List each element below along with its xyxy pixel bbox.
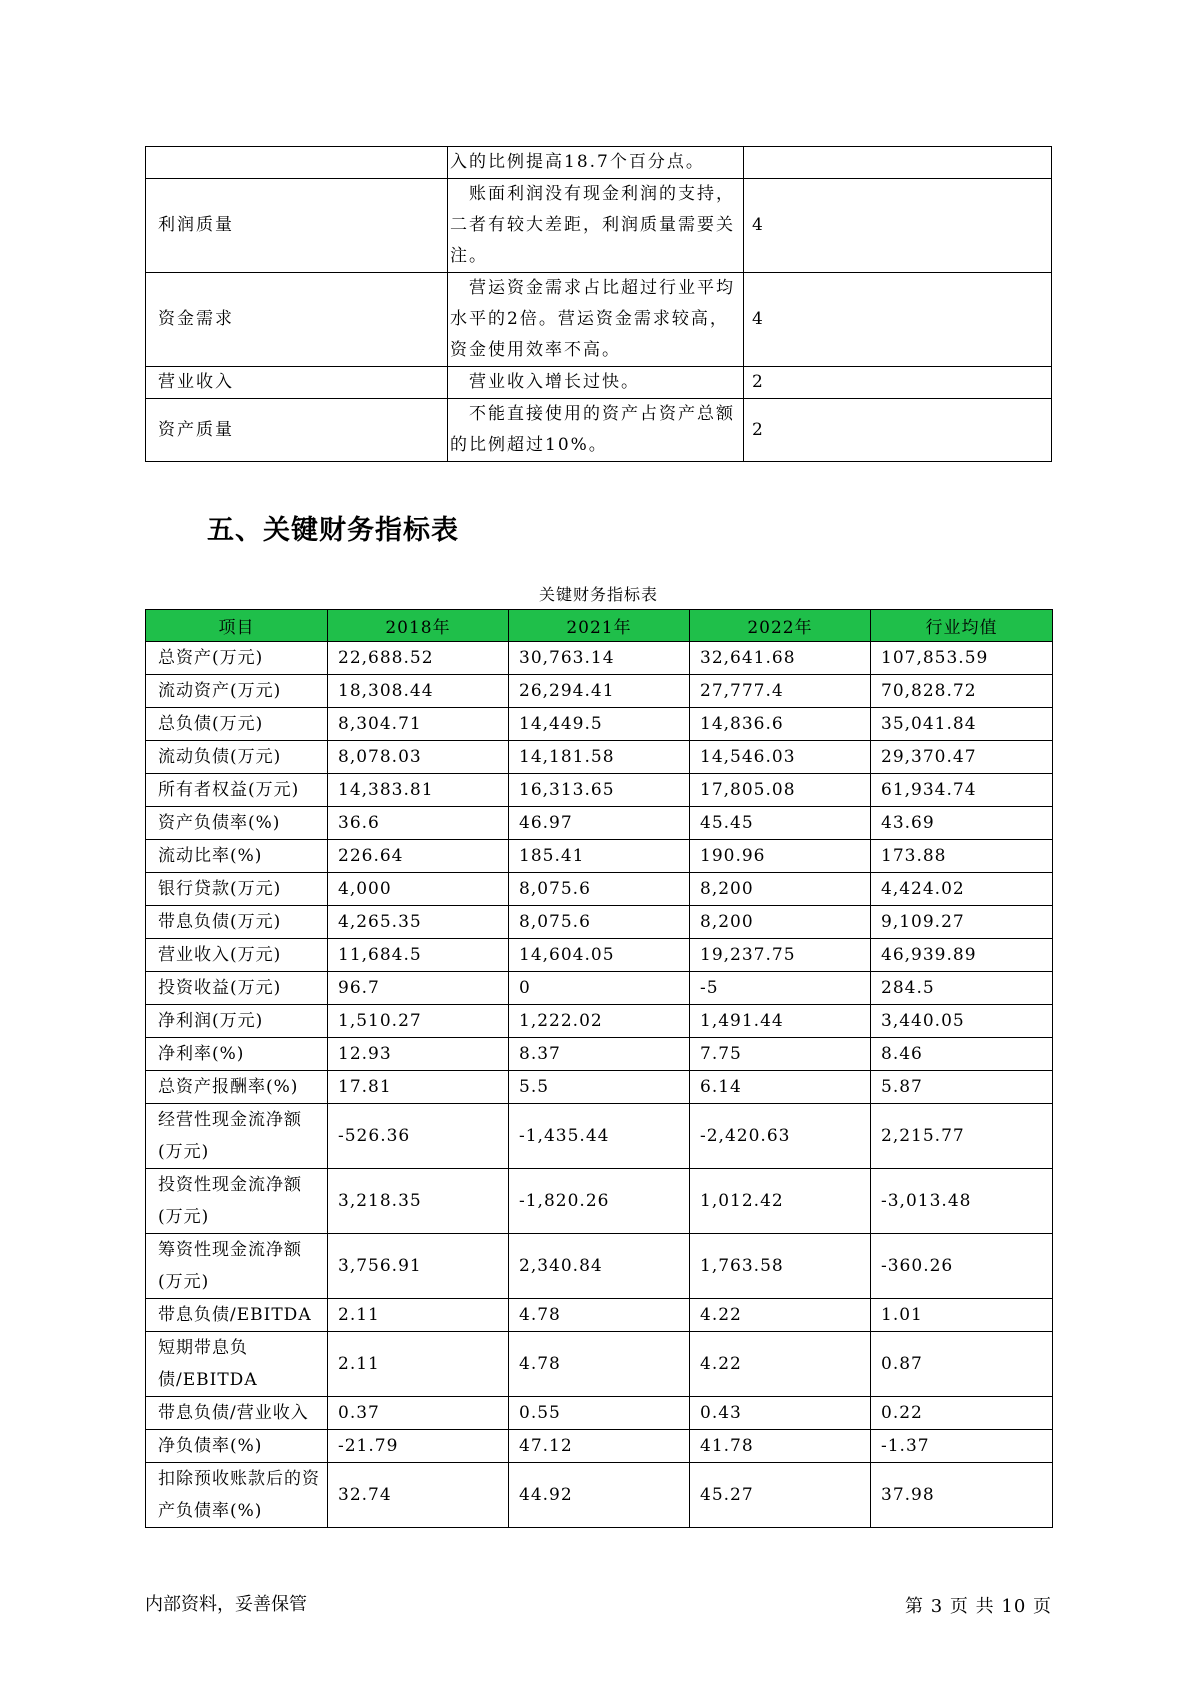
value-2021: 26,294.41 [509,675,690,708]
value-2022: 27,777.4 [690,675,871,708]
value-2022: 1,012.42 [690,1169,871,1234]
industry-average: 43.69 [871,807,1053,840]
column-header: 2018年 [328,610,509,642]
value-2018: 96.7 [328,972,509,1005]
value-2021: 1,222.02 [509,1005,690,1038]
industry-average: 107,853.59 [871,642,1053,675]
metric-label: 流动资产(万元) [146,675,328,708]
industry-average: -3,013.48 [871,1169,1053,1234]
value-2022: 7.75 [690,1038,871,1071]
value-2018: 0.37 [328,1397,509,1430]
value-2022: 41.78 [690,1430,871,1463]
metrics-table-body [146,642,1053,1528]
industry-average: 70,828.72 [871,675,1053,708]
table-row [146,840,1053,873]
risk-description-text: 营业收入增长过快。 [469,372,640,392]
industry-average: -360.26 [871,1234,1053,1299]
column-header: 行业均值 [871,610,1053,642]
value-2018: 32.74 [328,1463,509,1528]
metric-label: 净负债率(%) [146,1430,328,1463]
value-2021: 14,449.5 [509,708,690,741]
value-2018: 12.93 [328,1038,509,1071]
value-2021: 8,075.6 [509,906,690,939]
value-2018: 2.11 [328,1332,509,1397]
value-2022: 4.22 [690,1332,871,1397]
value-2022: 45.27 [690,1463,871,1528]
value-2022: 8,200 [690,873,871,906]
table-row [146,1104,1053,1169]
value-2022: 14,836.6 [690,708,871,741]
metric-label: 筹资性现金流净额(万元) [146,1234,328,1299]
footer-confidential-note: 内部资料，妥善保管 [145,1594,307,1615]
risk-score: 2 [744,399,1052,462]
value-2021: 4.78 [509,1299,690,1332]
table-row [146,1430,1053,1463]
metric-label: 投资收益(万元) [146,972,328,1005]
value-2021: 46.97 [509,807,690,840]
metric-label: 所有者权益(万元) [146,774,328,807]
metric-label: 流动负债(万元) [146,741,328,774]
table-row [146,1332,1053,1397]
industry-average: 29,370.47 [871,741,1053,774]
table-row [146,873,1053,906]
value-2021: 14,604.05 [509,939,690,972]
metric-label: 流动比率(%) [146,840,328,873]
metric-label: 短期带息负债/EBITDA [146,1332,328,1397]
metric-label: 经营性现金流净额(万元) [146,1104,328,1169]
industry-average: 9,109.27 [871,906,1053,939]
value-2018: 22,688.52 [328,642,509,675]
industry-average: 35,041.84 [871,708,1053,741]
value-2021: 8,075.6 [509,873,690,906]
value-2018: 18,308.44 [328,675,509,708]
value-2022: 17,805.08 [690,774,871,807]
section-heading: 五、关键财务指标表 [207,515,459,546]
metric-label: 总资产(万元) [146,642,328,675]
value-2022: 32,641.68 [690,642,871,675]
value-2022: 6.14 [690,1071,871,1104]
value-2021: 0.55 [509,1397,690,1430]
value-2021: 47.12 [509,1430,690,1463]
value-2021: 8.37 [509,1038,690,1071]
table-caption: 关键财务指标表 [538,585,658,604]
industry-average: 284.5 [871,972,1053,1005]
value-2018: 14,383.81 [328,774,509,807]
table-row [146,179,1052,273]
metric-label: 扣除预收账款后的资产负债率(%) [146,1463,328,1528]
metric-label: 带息负债(万元) [146,906,328,939]
risk-score: 2 [744,367,1052,399]
industry-average: 8.46 [871,1038,1053,1071]
value-2021: 4.78 [509,1332,690,1397]
industry-average: 37.98 [871,1463,1053,1528]
table-row [146,399,1052,462]
metric-label: 总资产报酬率(%) [146,1071,328,1104]
value-2018: 1,510.27 [328,1005,509,1038]
value-2018: -526.36 [328,1104,509,1169]
metric-label: 净利润(万元) [146,1005,328,1038]
value-2018: 3,218.35 [328,1169,509,1234]
risk-description [448,399,744,462]
risk-item: 资金需求 [146,273,448,367]
risk-score: 4 [744,179,1052,273]
value-2022: -2,420.63 [690,1104,871,1169]
risk-table [145,146,1052,462]
value-2022: 14,546.03 [690,741,871,774]
risk-description [448,273,744,367]
value-2018: -21.79 [328,1430,509,1463]
industry-average: 173.88 [871,840,1053,873]
metric-label: 净利率(%) [146,1038,328,1071]
risk-description-text: 营运资金需求占比超过行业平均水平的2倍。营运资金需求较高，资金使用效率不高。 [450,278,735,360]
industry-average: 2,215.77 [871,1104,1053,1169]
value-2022: 8,200 [690,906,871,939]
value-2022: -5 [690,972,871,1005]
value-2022: 0.43 [690,1397,871,1430]
risk-score: 4 [744,273,1052,367]
metric-label: 总负债(万元) [146,708,328,741]
table-row [146,972,1053,1005]
value-2021: -1,435.44 [509,1104,690,1169]
industry-average: 46,939.89 [871,939,1053,972]
value-2021: 0 [509,972,690,1005]
table-row [146,939,1053,972]
risk-description: 入的比例提高18.7个百分点。 [448,147,744,179]
table-row [146,642,1053,675]
table-row [146,1005,1053,1038]
value-2022: 45.45 [690,807,871,840]
table-row [146,367,1052,399]
value-2022: 190.96 [690,840,871,873]
industry-average: 5.87 [871,1071,1053,1104]
table-header-row [146,610,1053,642]
value-2021: 16,313.65 [509,774,690,807]
table-row [146,1397,1053,1430]
metric-label: 带息负债/营业收入 [146,1397,328,1430]
risk-description [448,179,744,273]
metric-label: 营业收入(万元) [146,939,328,972]
metric-label: 投资性现金流净额(万元) [146,1169,328,1234]
risk-item: 资产质量 [146,399,448,462]
column-header: 项目 [146,610,328,642]
value-2022: 4.22 [690,1299,871,1332]
value-2022: 1,491.44 [690,1005,871,1038]
value-2021: 185.41 [509,840,690,873]
table-row [146,147,1052,179]
metric-label: 带息负债/EBITDA [146,1299,328,1332]
value-2021: 14,181.58 [509,741,690,774]
industry-average: 0.22 [871,1397,1053,1430]
risk-score [744,147,1052,179]
value-2018: 8,304.71 [328,708,509,741]
industry-average: 1.01 [871,1299,1053,1332]
metric-label: 资产负债率(%) [146,807,328,840]
footer-page-number: 第 3 页 共 10 页 [905,1596,1052,1617]
table-row [146,708,1053,741]
industry-average: 61,934.74 [871,774,1053,807]
industry-average: -1.37 [871,1430,1053,1463]
value-2018: 2.11 [328,1299,509,1332]
value-2018: 8,078.03 [328,741,509,774]
table-row [146,1169,1053,1234]
value-2021: 30,763.14 [509,642,690,675]
value-2018: 11,684.5 [328,939,509,972]
value-2021: 2,340.84 [509,1234,690,1299]
risk-item: 利润质量 [146,179,448,273]
table-row [146,1234,1053,1299]
industry-average: 3,440.05 [871,1005,1053,1038]
column-header: 2021年 [509,610,690,642]
table-row [146,1038,1053,1071]
value-2018: 226.64 [328,840,509,873]
value-2021: -1,820.26 [509,1169,690,1234]
table-row [146,1463,1053,1528]
metric-label: 银行贷款(万元) [146,873,328,906]
risk-description [448,367,744,399]
value-2018: 17.81 [328,1071,509,1104]
value-2018: 36.6 [328,807,509,840]
table-row [146,906,1053,939]
value-2021: 5.5 [509,1071,690,1104]
risk-item: 营业收入 [146,367,448,399]
table-row [146,741,1053,774]
value-2022: 1,763.58 [690,1234,871,1299]
value-2018: 4,265.35 [328,906,509,939]
table-row [146,774,1053,807]
table-row [146,807,1053,840]
column-header: 2022年 [690,610,871,642]
table-row [146,675,1053,708]
industry-average: 0.87 [871,1332,1053,1397]
table-row [146,1299,1053,1332]
industry-average: 4,424.02 [871,873,1053,906]
value-2021: 44.92 [509,1463,690,1528]
value-2018: 4,000 [328,873,509,906]
key-financial-metrics-table [145,609,1053,1528]
risk-description-text: 账面利润没有现金利润的支持，二者有较大差距，利润质量需要关注。 [450,184,735,266]
table-row [146,1071,1053,1104]
value-2022: 19,237.75 [690,939,871,972]
table-row [146,273,1052,367]
value-2018: 3,756.91 [328,1234,509,1299]
risk-description-text: 不能直接使用的资产占资产总额的比例超过10%。 [450,404,735,455]
risk-item [146,147,448,179]
